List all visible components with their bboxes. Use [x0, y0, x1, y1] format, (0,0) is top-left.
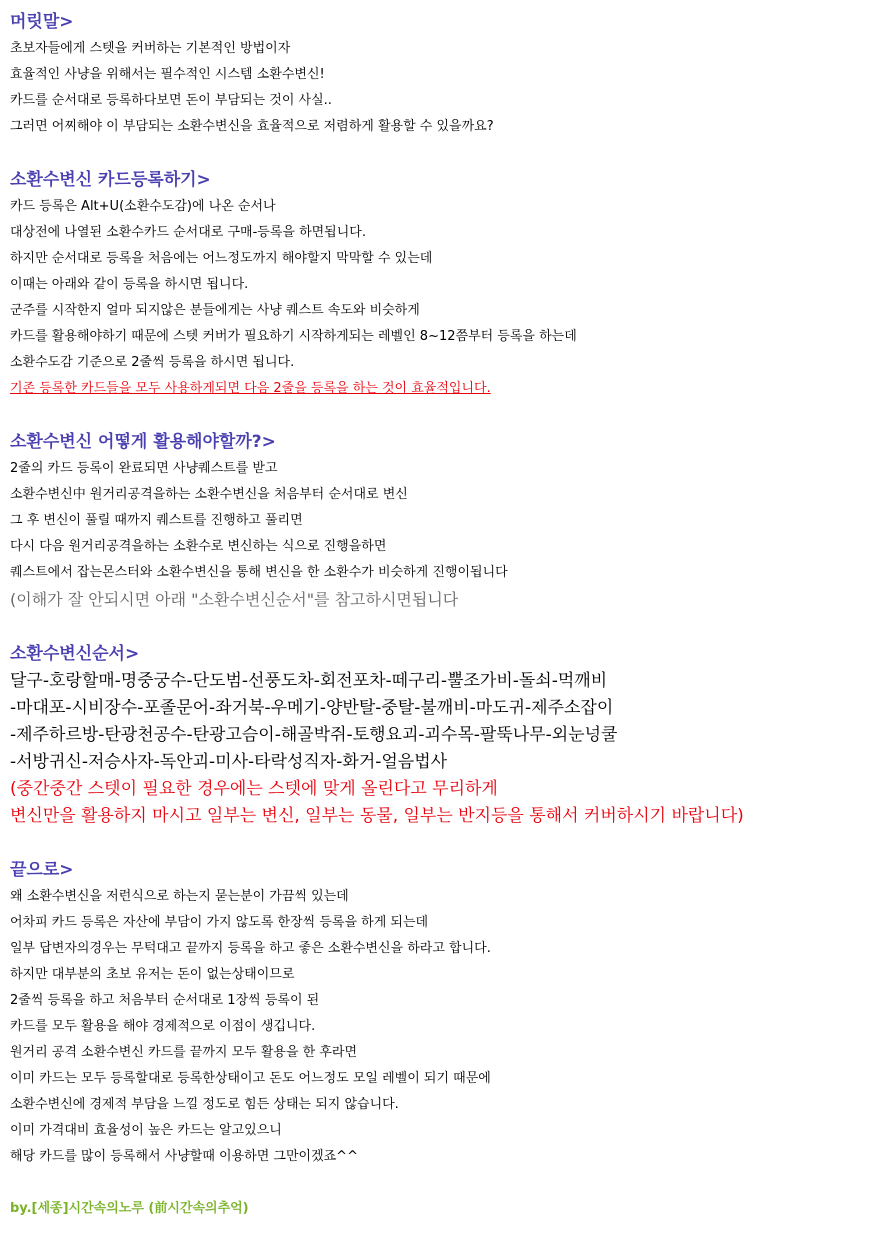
ending-heading: 끝으로> [10, 860, 74, 880]
ending-line: 소환수변신에 경제적 부담을 느낄 정도로 힘든 상태는 되지 않습니다. [10, 1097, 399, 1112]
ending-line: 카드를 모두 활용을 해야 경제적으로 이점이 생깁니다. [10, 1019, 316, 1034]
register-line: 소환수도감 기준으로 2줄씩 등록을 하시면 됩니다. [10, 355, 295, 370]
intro-line: 효율적인 사냥을 위해서는 필수적인 시스템 소환수변신! [10, 67, 325, 82]
register-line: 하지만 순서대로 등록을 처음에는 어느정도까지 해야할지 막막할 수 있는데 [10, 251, 433, 266]
usage-heading: 소환수변신 어떻게 활용해야할까?> [10, 432, 276, 452]
order-warning: (중간중간 스텟이 필요한 경우에는 스텟에 맞게 올린다고 무리하게 [10, 779, 498, 799]
register-line: 카드 등록은 Alt+U(소환수도감)에 나온 순서나 [10, 199, 276, 214]
intro-line: 초보자들에게 스텟을 커버하는 기본적인 방법이자 [10, 41, 291, 56]
order-heading: 소환수변신순서> [10, 644, 140, 664]
ending-line: 어차피 카드 등록은 자산에 부담이 가지 않도록 한장씩 등록을 하게 되는데 [10, 915, 429, 930]
register-line: 이때는 아래와 같이 등록을 하시면 됩니다. [10, 277, 249, 292]
register-highlight: 기존 등록한 카드들을 모두 사용하게되면 다음 2줄을 등록을 하는 것이 효율적입니다. [10, 381, 491, 396]
ending-line: 이미 가격대비 효율성이 높은 카드는 알고있으니 [10, 1123, 282, 1138]
usage-line: 2줄의 카드 등록이 완료되면 사냥퀘스트를 받고 [10, 461, 278, 476]
intro-line: 그러면 어찌해야 이 부담되는 소환수변신을 효율적으로 저렴하게 활용할 수 있을까요? [10, 119, 494, 134]
register-line: 군주를 시작한지 얼마 되지않은 분들에게는 사냥 퀘스트 속도와 비슷하게 [10, 303, 420, 318]
usage-line: 퀘스트에서 잡는몬스터와 소환수변신을 통해 변신을 한 소환수가 비슷하게 진행이됩니다 [10, 565, 508, 580]
ending-line: 이미 카드는 모두 등록할대로 등록한상태이고 돈도 어느정도 모일 레벨이 되기 때문에 [10, 1071, 491, 1086]
ending-line: 해당 카드를 많이 등록해서 사냥할때 이용하면 그만이겠죠^^ [10, 1149, 358, 1164]
intro-heading: 머릿말> [10, 12, 74, 32]
ending-line: 왜 소환수변신을 저런식으로 하는지 묻는분이 가끔씩 있는데 [10, 889, 349, 904]
usage-line: 소환수변신中 원거리공격을하는 소환수변신을 처음부터 순서대로 변신 [10, 487, 408, 502]
register-line: 카드를 활용해야하기 때문에 스텟 커버가 필요하기 시작하게되는 레벨인 8~12쯤부터 등록을 하는데 [10, 329, 577, 344]
order-warning: 변신만을 활용하지 마시고 일부는 변신, 일부는 동물, 일부는 반지등을 통해서 커버하시기 바랍니다) [10, 806, 744, 826]
order-line: -제주하르방-탄광천공수-탄광고슴이-해골박쥐-토행요괴-괴수목-팔뚝나무-외눈넝쿨 [10, 725, 618, 745]
usage-note: (이해가 잘 안되시면 아래 "소환수변신순서"를 참고하시면됩니다 [10, 590, 459, 609]
ending-line: 일부 답변자의경우는 무턱대고 끝까지 등록을 하고 좋은 소환수변신을 하라고 합니다. [10, 941, 491, 956]
author-signature: by.[세종]시간속의노루 (前시간속의추억) [10, 1201, 249, 1216]
order-line: 달구-호랑할매-명중궁수-단도범-선풍도차-회전포차-떼구리-뿔조가비-돌쇠-먹깨비 [10, 671, 608, 691]
register-heading: 소환수변신 카드등록하기> [10, 170, 211, 190]
ending-line: 하지만 대부분의 초보 유저는 돈이 없는상태이므로 [10, 967, 295, 982]
ending-line: 2줄씩 등록을 하고 처음부터 순서대로 1장씩 등록이 된 [10, 993, 320, 1008]
register-line: 대상전에 나열된 소환수카드 순서대로 구매-등록을 하면됩니다. [10, 225, 366, 240]
order-line: -서방귀신-저승사자-독안괴-미사-타락성직자-화거-얼음법사 [10, 752, 448, 772]
article [10, 8, 870, 1222]
usage-line: 다시 다음 원거리공격을하는 소환수로 변신하는 식으로 진행을하면 [10, 539, 387, 554]
order-line: -마대포-시비장수-포졸문어-좌거북-우메기-양반탈-중탈-불깨비-마도귀-제주소잡이 [10, 698, 614, 718]
intro-line: 카드를 순서대로 등록하다보면 돈이 부담되는 것이 사실.. [10, 93, 332, 108]
ending-line: 원거리 공격 소환수변신 카드를 끝까지 모두 활용을 한 후라면 [10, 1045, 358, 1060]
usage-line: 그 후 변신이 풀릴 때까지 퀘스트를 진행하고 풀리면 [10, 513, 303, 528]
